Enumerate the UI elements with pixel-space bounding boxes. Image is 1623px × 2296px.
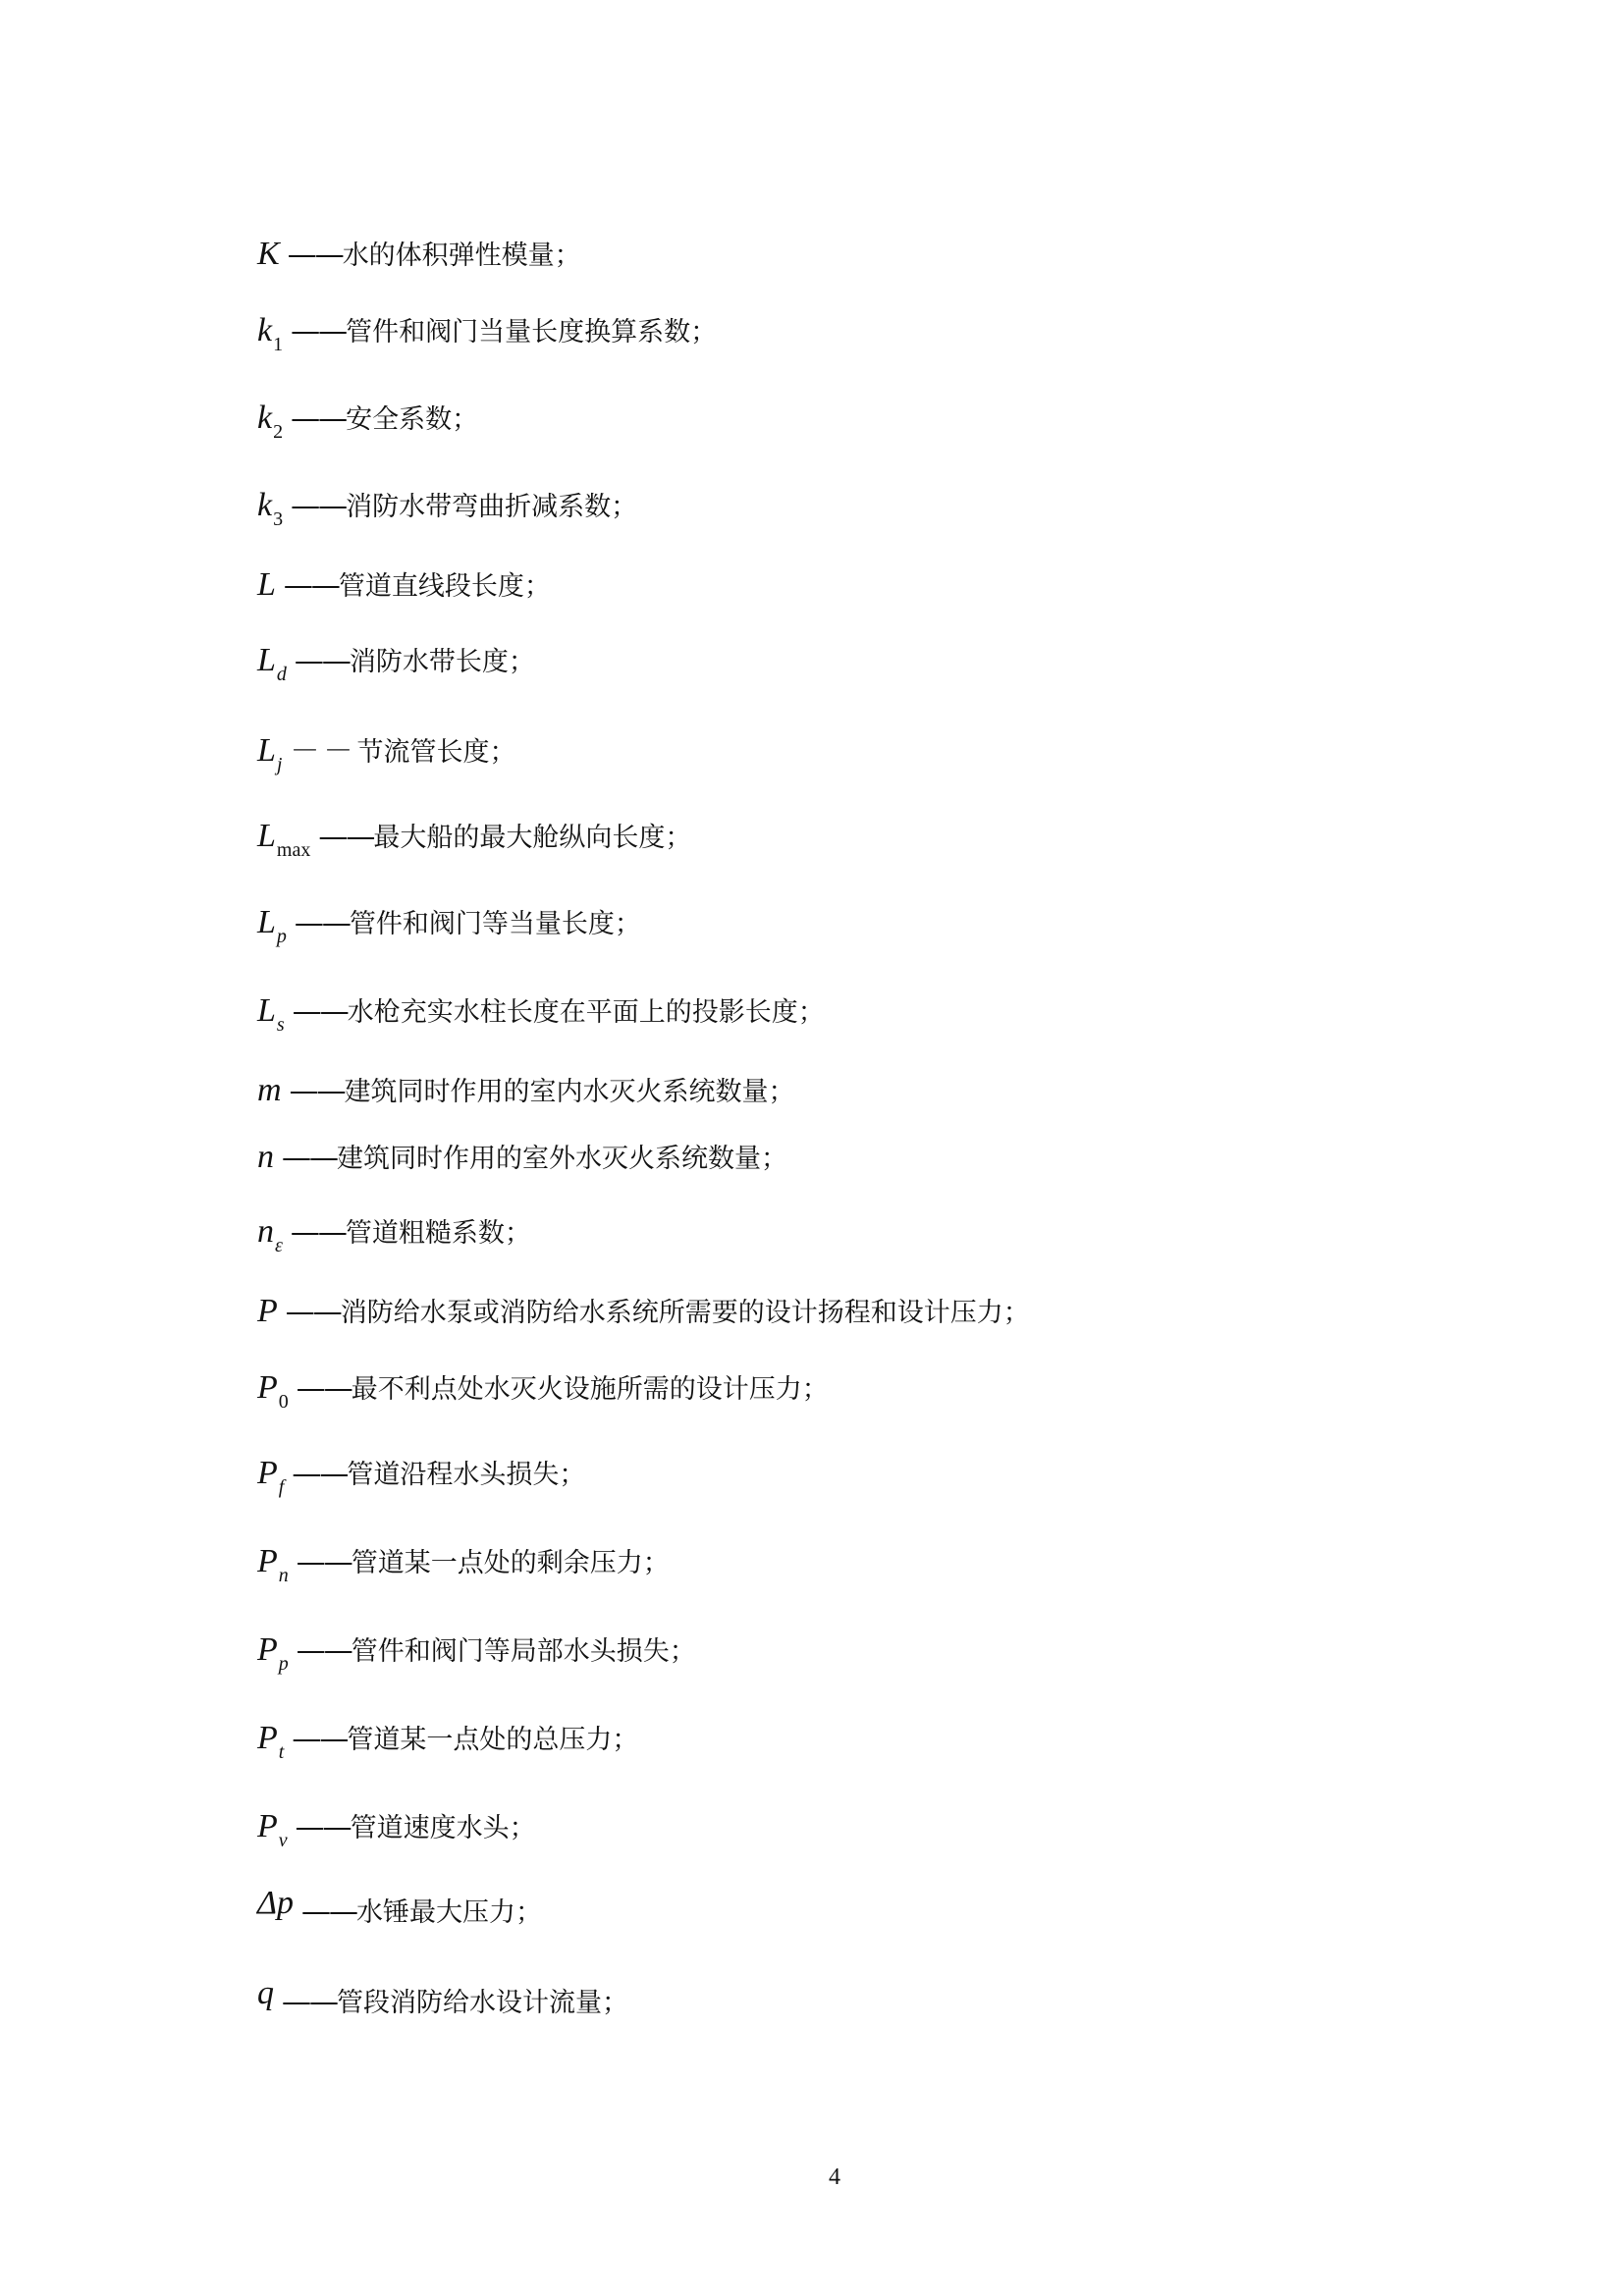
- symbol-entry-k1: [257, 310, 717, 359]
- symbol: n: [257, 1139, 274, 1175]
- symbol-entry-Ls: [257, 990, 825, 1040]
- dash: ——: [289, 1074, 345, 1108]
- symbol-entry-Lj: [257, 726, 515, 775]
- symbol-entry-n-epsilon: [257, 1211, 531, 1260]
- symbol-entry-Lp: [257, 902, 641, 951]
- symbol: k 2: [257, 400, 284, 443]
- symbol-entry-Lmax: [257, 816, 691, 865]
- symbol: K: [257, 236, 280, 272]
- definition: 节流管长度；: [356, 737, 516, 768]
- dash: ——: [290, 1215, 346, 1250]
- definition: 管道某一点处的总压力；: [347, 1725, 639, 1755]
- subscript: f: [278, 1476, 285, 1498]
- subscript: 2: [273, 421, 284, 443]
- symbol: L d: [257, 642, 287, 685]
- definition: 管件和阀门等当量长度；: [349, 909, 641, 939]
- definition: 最不利点处水灭火设施所需的设计压力；: [351, 1374, 829, 1405]
- subscript: p: [278, 1653, 289, 1675]
- symbol: q: [257, 1975, 274, 2011]
- dash: ——: [283, 568, 339, 603]
- symbol: L p: [257, 904, 287, 947]
- symbol-entry-q: [257, 1975, 628, 2030]
- definition: 安全系数；: [346, 404, 479, 435]
- symbol-entry-K: [257, 234, 581, 283]
- definition: 管道直线段长度；: [338, 571, 551, 602]
- subscript: 1: [273, 334, 284, 355]
- dash: ——: [296, 1545, 352, 1579]
- symbol-entry-k3: [257, 485, 637, 534]
- subscript: n: [278, 1565, 289, 1586]
- subscript: t: [278, 1741, 285, 1763]
- symbol: Δp: [257, 1885, 294, 1921]
- dash: ——: [285, 1295, 341, 1329]
- symbol: P v: [257, 1808, 288, 1851]
- definition: 水的体积弹性模量；: [342, 240, 581, 271]
- symbol: P t: [257, 1720, 285, 1763]
- dash: ——: [295, 1810, 351, 1844]
- definition: 消防水带弯曲折减系数；: [346, 492, 638, 522]
- symbol: P n: [257, 1543, 289, 1586]
- symbol-entry-Pt: [257, 1718, 638, 1767]
- definition: 建筑同时作用的室外水灭火系统数量；: [337, 1144, 787, 1174]
- symbol-entry-k2: [257, 398, 478, 447]
- dash: ——: [294, 644, 350, 678]
- subscript: d: [276, 664, 287, 685]
- dash: ——: [282, 1141, 337, 1175]
- symbol-entry-delta-p: [257, 1885, 542, 1940]
- symbol: P p: [257, 1631, 289, 1675]
- dash: ——: [282, 1985, 337, 2019]
- definition: 消防给水泵或消防给水系统所需要的设计扬程和设计压力；: [340, 1298, 1030, 1328]
- dash: ——: [318, 820, 374, 854]
- symbol: P 0: [257, 1369, 289, 1413]
- symbol-entry-m: [257, 1070, 795, 1119]
- subscript: ε: [275, 1235, 283, 1256]
- definition: 建筑同时作用的室内水灭火系统数量；: [344, 1077, 795, 1107]
- definition: 最大船的最大舱纵向长度；: [373, 823, 692, 853]
- dash: ——: [300, 1895, 356, 1929]
- dash: ——: [296, 1633, 352, 1668]
- symbol-entry-Pp: [257, 1629, 696, 1679]
- dash: ——: [296, 1371, 352, 1406]
- definition: 管道某一点处的剩余压力；: [351, 1548, 670, 1578]
- dash: ——: [292, 994, 348, 1029]
- symbol: m: [257, 1072, 282, 1108]
- subscript: s: [276, 1014, 285, 1036]
- definition: 水锤最大压力；: [355, 1897, 542, 1928]
- symbol-entry-Pf: [257, 1453, 585, 1502]
- symbol: L: [257, 566, 276, 603]
- dash: ——: [292, 1457, 348, 1491]
- symbol: k 3: [257, 487, 284, 530]
- dash: ——: [291, 314, 347, 348]
- page-number: 4: [829, 2164, 840, 2190]
- dash: ——: [287, 238, 343, 272]
- definition: 水枪充实水柱长度在平面上的投影长度；: [347, 997, 825, 1028]
- dash: ——: [291, 401, 347, 436]
- dash: ——: [292, 1722, 348, 1756]
- definition: 管道沿程水头损失；: [347, 1460, 586, 1490]
- symbol: L s: [257, 992, 285, 1036]
- symbol-entry-Pv: [257, 1806, 536, 1855]
- subscript: p: [276, 926, 287, 947]
- symbol-entry-Ld: [257, 640, 535, 689]
- symbol-entry-P: [257, 1291, 1030, 1340]
- symbol: n ε: [257, 1213, 283, 1256]
- definition: 管段消防给水设计流量；: [337, 1988, 628, 2018]
- dash: ——: [294, 906, 350, 940]
- subscript: 3: [273, 508, 284, 530]
- symbol: L max: [257, 818, 311, 861]
- subscript: j: [276, 754, 283, 775]
- subscript: max: [276, 839, 311, 861]
- symbol: P: [257, 1293, 278, 1329]
- subscript: v: [278, 1830, 288, 1851]
- symbol: L j: [257, 732, 283, 775]
- symbol: k 1: [257, 312, 284, 355]
- symbol-entry-P0: [257, 1367, 829, 1416]
- symbol-entry-L: [257, 564, 551, 614]
- definition: 消防水带长度；: [349, 647, 535, 677]
- definition: 管道速度水头；: [350, 1813, 536, 1843]
- symbol: P f: [257, 1455, 285, 1498]
- definition: 管道粗糙系数；: [345, 1218, 531, 1249]
- definition: 管件和阀门等局部水头损失；: [351, 1636, 696, 1667]
- symbol-entry-Pn: [257, 1541, 670, 1590]
- dash: ——: [291, 489, 347, 523]
- definition: 管件和阀门当量长度换算系数；: [346, 317, 718, 347]
- symbol-entry-n: [257, 1137, 787, 1186]
- subscript: 0: [278, 1391, 289, 1413]
- dash: －－: [290, 734, 357, 769]
